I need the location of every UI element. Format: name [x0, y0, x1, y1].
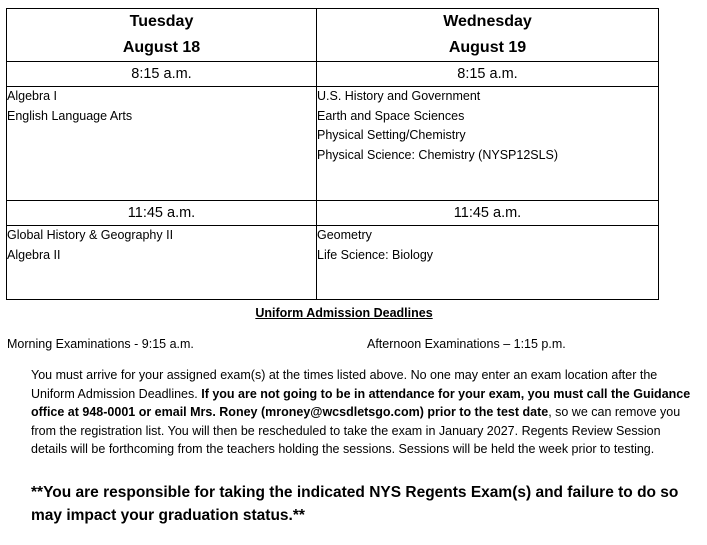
- wednesday-morning-time: 8:15 a.m.: [317, 62, 659, 87]
- afternoon-deadline: Afternoon Examinations – 1:15 p.m.: [367, 337, 566, 351]
- exam-item: Geometry: [317, 228, 372, 242]
- notice-line: [31, 403, 681, 422]
- tuesday-midday-time: 11:45 a.m.: [7, 201, 317, 226]
- tuesday-midday-exams: [7, 226, 317, 300]
- exam-item: Physical Setting/Chemistry: [317, 128, 466, 142]
- wednesday-midday-exams: [317, 226, 659, 300]
- wednesday-midday-time: 11:45 a.m.: [317, 201, 659, 226]
- tuesday-morning-exams: [7, 87, 317, 201]
- exam-item: Global History & Geography II: [7, 228, 174, 242]
- responsibility-warning: [31, 481, 701, 527]
- morning-deadline: Morning Examinations - 9:15 a.m.: [7, 337, 194, 351]
- wednesday-date: August 19: [448, 39, 527, 56]
- exam-schedule-table: [6, 8, 659, 300]
- tuesday-day: Tuesday: [129, 13, 194, 30]
- exam-item: Algebra I: [7, 89, 58, 103]
- deadlines-title: Uniform Admission Deadlines: [255, 306, 433, 320]
- notice-bold-text: office at 948-0001 or email Mrs. Roney (mroney@wcsdletsgo.com) prior to the test date: [31, 405, 549, 419]
- exam-item: Earth and Space Sciences: [317, 108, 465, 123]
- tuesday-morning-time: 8:15 a.m.: [7, 62, 317, 87]
- warning-line: may impact your graduation status.**: [31, 507, 305, 524]
- exam-item: English Language Arts: [7, 108, 133, 123]
- warning-line: **You are responsible for taking the indicated NYS Regents Exam(s) and failure to do so: [31, 484, 679, 501]
- attendance-notice: [31, 366, 691, 459]
- notice-line: You must arrive for your assigned exam(s) at the times listed above. No one may enter an exam location after the: [31, 368, 658, 382]
- notice-text: , so we can remove you: [548, 405, 681, 419]
- exam-item: Physical Science: Chemistry (NYSP12SLS): [317, 147, 559, 162]
- wednesday-morning-exams: [317, 87, 659, 201]
- wednesday-day: Wednesday: [443, 13, 532, 30]
- tuesday-header: [7, 9, 317, 62]
- exam-item: Life Science: Biology: [317, 247, 434, 262]
- notice-line: [31, 385, 691, 404]
- notice-line: details will be forthcoming from the teachers holding the sessions. Sessions will be held the week prior to testing.: [31, 442, 655, 456]
- exam-item: U.S. History and Government: [317, 89, 481, 103]
- notice-bold-text: If you are not going to be in attendance for your exam, you must call the Guidance: [201, 386, 691, 401]
- notice-text: Uniform Admission Deadlines.: [31, 386, 202, 401]
- notice-line: from the registration list. You will then be rescheduled to take the exam in January 2027. Regents Review Session: [31, 423, 661, 438]
- wednesday-header: [317, 9, 659, 62]
- tuesday-date: August 18: [122, 39, 201, 56]
- exam-item: Algebra II: [7, 247, 61, 262]
